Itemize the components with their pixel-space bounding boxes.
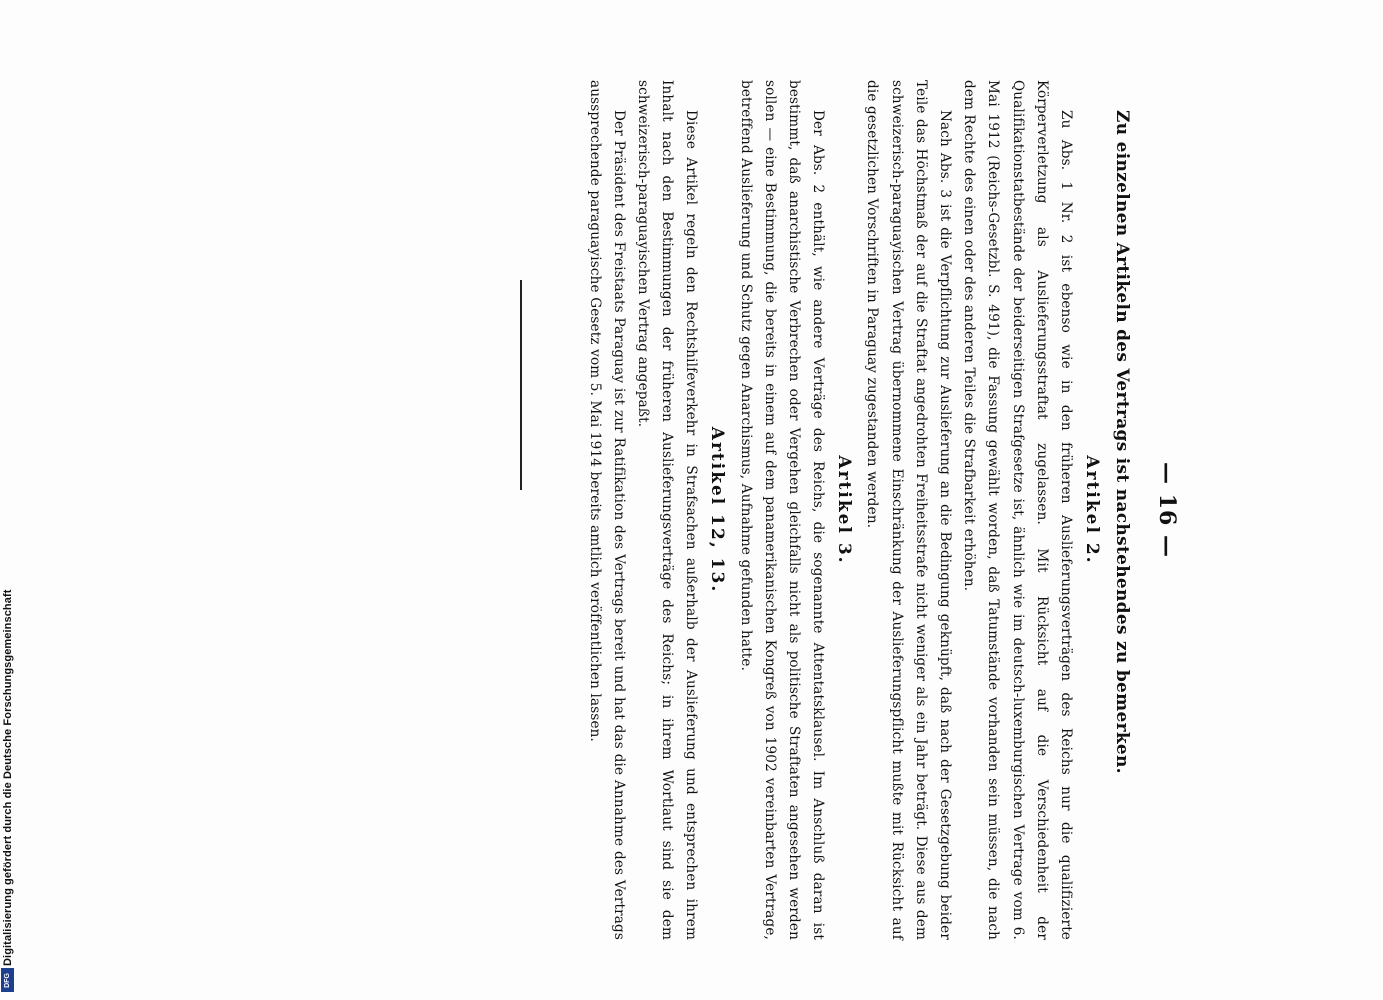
section-artikel-2 (860, 80, 1102, 940)
section-title: Artikel 2. (1082, 455, 1102, 565)
intro-heading: Zu einzelnen Artikeln des Vertrags ist nachstehendes zu bemerken. (1112, 110, 1132, 774)
section-title: Artikel 3. (834, 455, 855, 565)
paragraph: Der Abs. 2 enthält, wie andere Verträge des Reichs, die sogenannte Attentatsklausel. Im Anschluß daran ist bestimmt, daß anarchistische Verbrechen oder Vergehen gleichfalls nicht als politische Straftaten angesehen werden sollen — eine Bestimmung, die bereits in einem auf dem panamerikanischen Kongreß von 1902 vereinbarten Vertrage, betreffend Auslieferung und Schutz gegen Anarchismus, Aufnahme gefunden hatte. (737, 80, 827, 940)
section-artikel-3 (733, 80, 854, 940)
dfg-logo-icon (1, 968, 14, 992)
digitization-credit-strip (0, 0, 16, 1000)
paragraph: Zu Abs. 1 Nr. 2 ist ebenso wie in den früheren Auslieferungsverträgen des Reichs nur die qualifizierte Körperverletzung als Auslieferungsstraftat zugelassen. Mit Rücksicht auf die Verschiedenheit der Qualifikationstatbestände der beiderseitigen Strafgesetze ist, ähnlich wie im deutsch-luxemburgischen Vertrage vom 6. Mai 1912 (Reichs-Gesetzbl. S. 491), die Fassung gewählt worden, daß Tatumstände vorhanden sein müssen, die nach dem Rechte des einen oder des anderen Teiles die Strafbarkeit erhöhen. (961, 80, 1074, 940)
end-rule (520, 280, 522, 490)
paragraph: Diese Artikel regeln den Rechtshilfeverkehr in Strafsachen außerhalb der Auslieferung und entsprechen ihrem Inhalt nach den Bestimmungen der früheren Auslieferungsverträge des Reichs; in ihrem Wortlaut sind sie dem schweizerisch-paraguayischen Vertrag angepaßt. (634, 80, 700, 940)
dfg-logo-text: DFG (4, 972, 11, 988)
page-number: — 16 — (1154, 462, 1180, 558)
section-artikel-12-13 (582, 80, 727, 940)
paragraph: Nach Abs. 3 ist die Verpflichtung zur Auslieferung an die Bedingung geknüpft, daß nach der Gesetzgebung beider Teile das Höchstmaß der auf die Straftat angedrohten Freiheitsstrafe nicht weniger als ein Jahr beträgt. Diese aus dem schweizerisch-paraguayischen Vertrag übernommene Einschränkung der Auslieferungspflicht mußte mit Rücksicht auf die gesetzlichen Vorschriften in Paraguay zugestanden werden. (864, 80, 953, 940)
digitization-credit: Digitalisierung gefördert durch die Deutsche Forschungsgemeinschaft (2, 589, 14, 966)
section-title: Artikel 12, 13. (707, 426, 728, 594)
paragraph: Der Präsident des Freistaats Paraguay ist zur Ratifikation des Vertrags bereit und hat das die Annahme des Vertrags aussprechende paraguayische Gesetz vom 5. Mai 1914 bereits amtlich veröffentlichen lassen. (586, 80, 627, 940)
document-page (420, 80, 1180, 940)
